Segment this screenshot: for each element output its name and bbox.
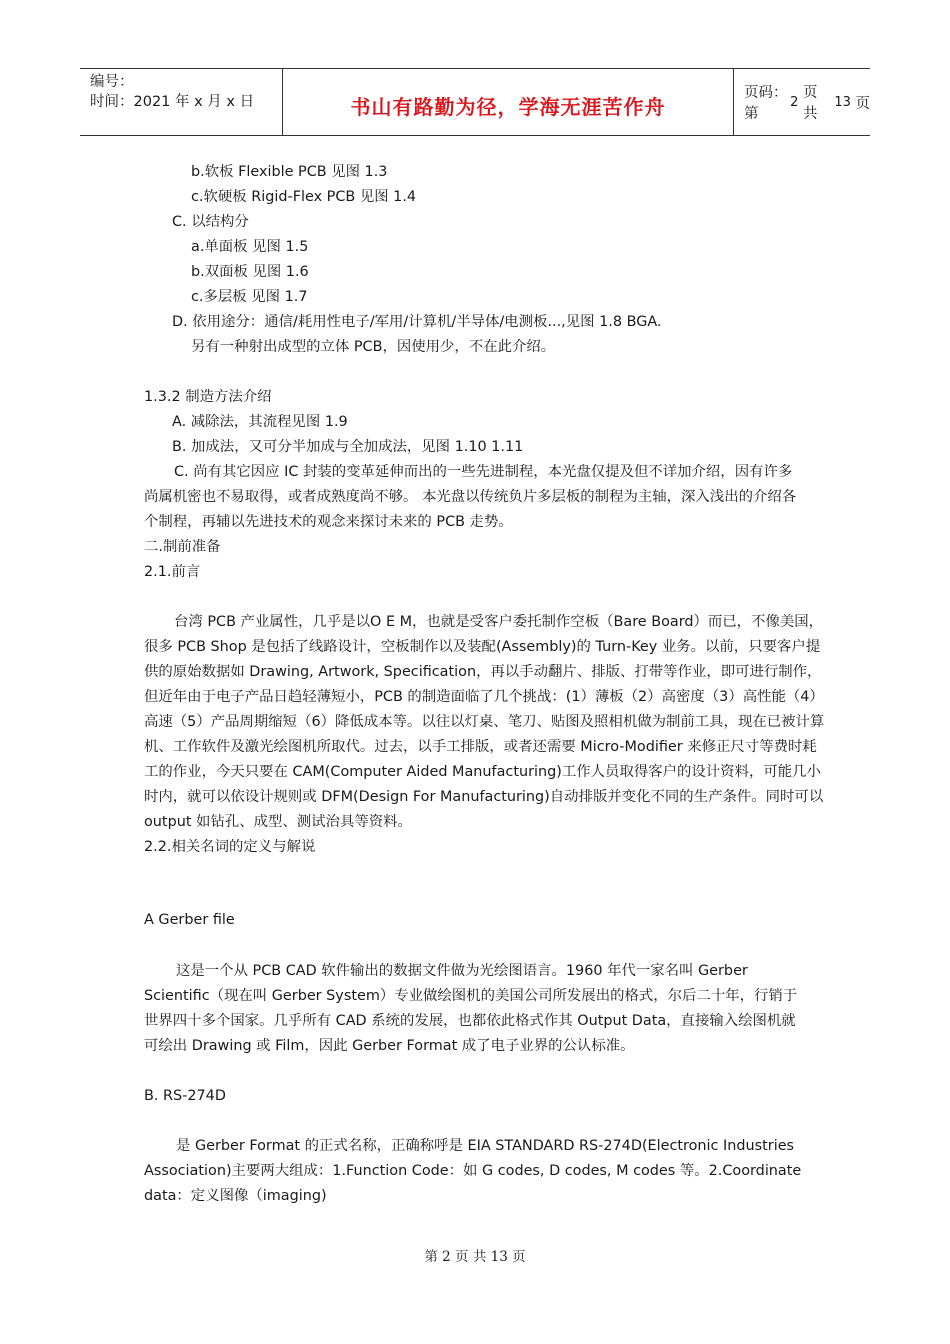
method-additive: B. 加成法，又可分半加成与全加成法，见图 1.10 1.11 (172, 439, 524, 455)
header-motto: 书山有路勤为径，学海无涯苦作舟 (350, 94, 666, 119)
list-item-rigid-flex-pcb: c.软硬板 Rigid-Flex PCB 见图 1.4 (191, 189, 417, 205)
header-motto-cell (282, 69, 734, 135)
list-item-multilayer: c.多层板 见图 1.7 (191, 289, 308, 305)
chapter-heading-2: 二.制前准备 (144, 539, 221, 555)
gerber-paragraph: 这是一个从 PCB CAD 软件输出的数据文件做为光绘图语言。1960 年代一家名叫 Gerber Scientific（现在叫 Gerber System）专业做绘图机的美国公司所发展出的格式，尔后二十年，行销于世界四十多个国家。几乎所有 CAD 系统的发展，也都依此格式作其 Output Data，直接输入绘图机就可绘出 Drawing 或 Film，因此 Gerber Format 成了电子业界的公认标准。 (144, 963, 798, 1054)
list-heading-by-structure: C. 以结构分 (172, 214, 249, 230)
page-label-mid: 页 共 (803, 85, 818, 122)
term-heading-gerber: A Gerber file (144, 912, 235, 928)
section-heading-2-1: 2.1.前言 (144, 564, 201, 580)
page-label-suffix: 页 (855, 95, 870, 112)
section-heading-1-3-2: 1.3.2 制造方法介绍 (144, 389, 272, 405)
document-body (144, 160, 825, 1209)
method-subtractive: A. 减除法，其流程见图 1.9 (172, 414, 348, 430)
list-item-single-sided: a.单面板 见图 1.5 (191, 239, 309, 255)
page-footer: 第 2 页 共 13 页 (424, 1249, 526, 1265)
term-heading-rs274d: B. RS-274D (144, 1088, 226, 1104)
list-heading-by-usage: D. 依用途分：通信/耗用性电子/军用/计算机/半导体/电测板...,见图 1.8 BGA. (172, 314, 662, 330)
header-info (80, 69, 282, 135)
document-number-label: 编号： (90, 74, 134, 90)
page-current-number: 2 (790, 94, 799, 110)
method-advanced-paragraph: C. 尚有其它因应 IC 封装的变革延伸而出的一些先进制程，本光盘仅提及但不详加介绍，因有许多尚属机密也不易取得，或者成熟度尚不够。 本光盘以传统负片多层板的制程为主轴，深入浅出的介绍各个制程，再辅以先进技术的观念来探讨未来的 PCB 走势。 (144, 464, 797, 530)
section-heading-2-2: 2.2.相关名词的定义与解说 (144, 839, 316, 855)
rs274d-paragraph: 是 Gerber Format 的正式名称，正确称呼是 EIA STANDARD RS-274D(Electronic Industries Association)主要两大组成：1.Function Code：如 G codes, D codes, M codes 等。2.Coordinate data：定义图像（imaging) (144, 1138, 802, 1204)
note-molded-pcb: 另有一种射出成型的立体 PCB，因使用少，不在此介绍。 (191, 339, 556, 355)
header-page-info (734, 69, 870, 135)
page-total-number: 13 (834, 94, 851, 110)
list-item-flexible-pcb: b.软板 Flexible PCB 见图 1.3 (191, 164, 388, 180)
page-header (80, 68, 870, 136)
preface-paragraph: 台湾 PCB 产业属性，几乎是以O E M，也就是受客户委托制作空板（Bare Board）而已，不像美国，很多 PCB Shop 是包括了线路设计，空板制作以及装配(Assembly)的 Turn-Key 业务。以前，只要客户提供的原始数据如 Drawing, Artwork, Specification，再以手动翻片、排版、打带等作业，即可进行制作，但近年由于电子产品日趋轻薄短小，PCB 的制造面临了几个挑战：(1）薄板（2）高密度（3）高性能（4）高速（5）产品周期缩短（6）降低成本等。以往以灯桌、笔刀、贴图及照相机做为制前工具，现在已被计算机、工作软件及激光绘图机所取代。过去，以手工排版，或者还需要 Micro-Modifier 来修正尺寸等费时耗工的作业，今天只要在 CAM(Computer Aided Manufacturing)工作人员取得客户的设计资料，可能几小时内，就可以依设计规则或 DFM(Design For Manufacturing)自动排版并变化不同的生产条件。同时可以 output 如钻孔、成型、测试治具等资料。 (144, 614, 825, 830)
page-label-prefix: 页码：第 (744, 85, 788, 122)
list-item-double-sided: b.双面板 见图 1.6 (191, 264, 309, 280)
document-date-label: 时间：2021 年 x 月 x 日 (90, 94, 255, 110)
